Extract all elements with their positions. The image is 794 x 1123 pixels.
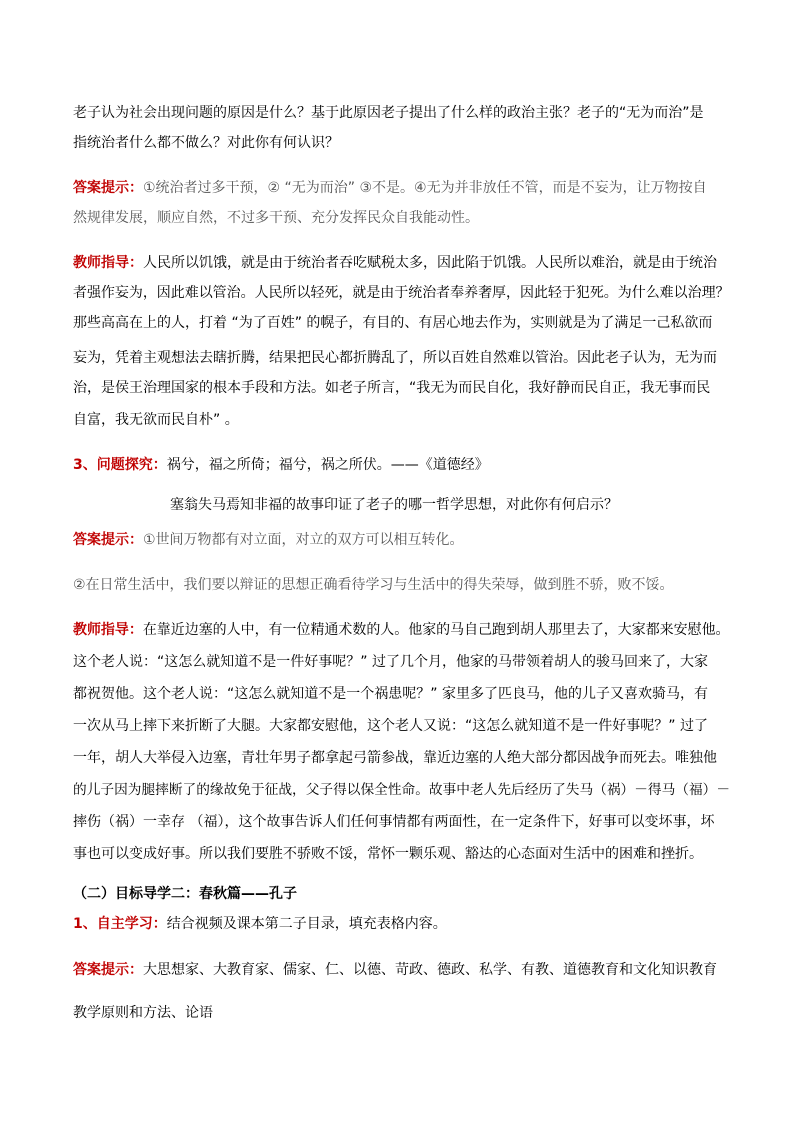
answer-hint-label: 答案提示： [73, 532, 143, 548]
teacher-guide-2-line-3: 都祝贺他。这个老人说：“这怎么就知道不是一个祸患呢？” 家里多了匹良马，他的儿子又喜欢骑马，有 [73, 686, 708, 702]
teacher-guide-1-line-1: 教师指导：人民所以饥饿，就是由于统治者吞吃赋税太多，因此陷于饥饿。人民所以难治，就是由于统治 [73, 255, 717, 271]
teacher-guide-2-line-5: 一年，胡人大举侵入边塞，青壮年男子都拿起弓箭参战，靠近边塞的人绝大部分都因战争而死去。唯独他 [73, 750, 717, 766]
answer-hint-1-line-2: 然规律发展，顺应自然，不过多干预、充分发挥民众自我能动性。 [73, 210, 479, 226]
teacher-guide-1-line-2: 者强作妄为，因此难以管治。人民所以轻死，就是由于统治者奉养奢厚，因此轻于犯死。为什么难以治理？ [73, 285, 730, 301]
question-intro-line-2: 指统治者什么都不做么？对此你有何认识？ [73, 135, 339, 151]
teacher-guide-2-line-2: 这个老人说：“这怎么就知道不是一件好事呢？” 过了几个月，他家的马带领着胡人的骏马回来了，大家 [73, 654, 708, 670]
teacher-guide-2-line-6: 的儿子因为腿摔断了的缘故免于征战，父子得以保全性命。故事中老人先后经历了失马（祸）－得马（福）－ [73, 782, 731, 798]
teacher-guide-1-line-4: 妄为，凭着主观想法去瞎折腾，结果把民心都折腾乱了，所以百姓自然难以管治。因此老子认为，无为而 [73, 350, 717, 366]
question-3-prompt: 塞翁失马焉知非福的故事印证了老子的哪一哲学思想，对此你有何启示？ [170, 497, 618, 513]
teacher-guide-2-line-1: 教师指导：在靠近边塞的人中，有一位精通术数的人。他家的马自己跑到胡人那里去了，大家都来安慰他。 [73, 622, 730, 638]
teacher-guide-1-line-5: 治，是侯王治理国家的根本手段和方法。如老子所言，“我无为而民自化，我好静而民自正，我无事而民 [73, 380, 711, 396]
teacher-guide-2-line-4: 一次从马上摔下来折断了大腿。大家都安慰他，这个老人又说：“这怎么就知道不是一件好事呢？” 过了 [73, 718, 708, 734]
teacher-guide-2-line-8: 事也可以变成好事。所以我们要胜不骄败不馁，常怀一颗乐观、豁达的心态面对生活中的困难和挫折。 [73, 846, 703, 862]
answer-hint-1-line-1: 答案提示：①统治者过多干预，② “无为而治” ③不是。④无为并非放任不管，而是不妄为，让万物按自 [73, 180, 707, 196]
answer-hint-label: 答案提示： [73, 180, 143, 196]
answer-hint-3-line-2: 教学原则和方法、论语 [73, 1005, 213, 1021]
self-study-line: 1、自主学习：结合视频及课本第二子目录，填充表格内容。 [73, 916, 447, 932]
answer-hint-label: 答案提示： [73, 962, 143, 978]
answer-hint-3-line-1: 答案提示：大思想家、大教育家、儒家、仁、以德、苛政、德政、私学、有教、道德教育和文化知识教育 [73, 962, 717, 978]
answer-hint-2-line-1: 答案提示：①世间万物都有对立面，对立的双方可以相互转化。 [73, 532, 464, 548]
teacher-guide-label: 教师指导： [73, 255, 143, 271]
teacher-guide-1-line-6: 自富，我无欲而民自朴” 。 [73, 412, 239, 428]
answer-hint-2-line-2: ②在日常生活中，我们要以辩证的思想正确看待学习与生活中的得失荣辱，做到胜不骄，败不馁。 [73, 577, 674, 593]
teacher-guide-1-line-3: 那些高高在上的人，打着 “为了百姓” 的幌子，有目的、有居心地去作为，实则就是为了满足一己私欲而 [73, 315, 713, 331]
question-3-line: 3、问题探究：祸兮，福之所倚；福兮，祸之所伏。——《道德经》 [73, 457, 489, 473]
question-intro-line-1: 老子认为社会出现问题的原因是什么？基于此原因老子提出了什么样的政治主张？老子的“无为而治”是 [73, 105, 704, 121]
section-heading: （二）目标导学二：春秋篇——孔子 [73, 886, 297, 902]
self-study-label: 1、自主学习： [73, 916, 167, 932]
teacher-guide-2-line-7: 摔伤（祸）一幸存 （福），这个故事告诉人们任何事情都有两面性，在一定条件下，好事可以变坏事，坏 [73, 814, 715, 830]
question-3-label: 3、问题探究： [73, 457, 167, 473]
teacher-guide-label: 教师指导： [73, 622, 143, 638]
